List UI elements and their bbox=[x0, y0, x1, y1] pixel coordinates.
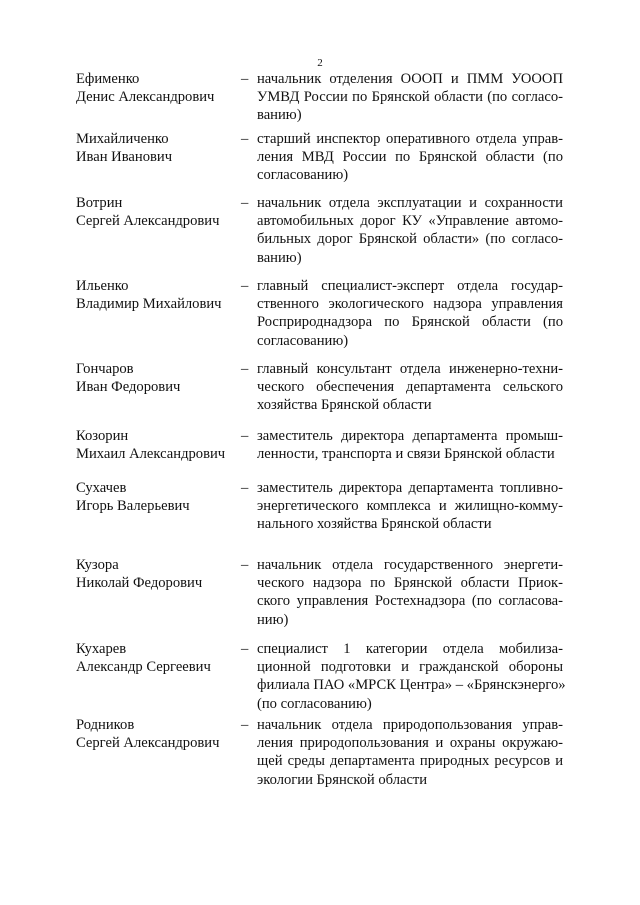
position-line: начальник отдела государственного энергети- bbox=[257, 557, 563, 573]
dash-separator: – bbox=[241, 195, 249, 211]
position-line: ческого обеспечения департамента сельского bbox=[257, 379, 563, 396]
member-surname: Кузора bbox=[76, 557, 119, 573]
position-line: экологии Брянской области bbox=[257, 771, 428, 788]
member-name bbox=[76, 640, 241, 676]
position-line: заместитель директора департамента промыш- bbox=[257, 428, 563, 444]
member-position bbox=[257, 194, 563, 267]
dash-separator: – bbox=[241, 557, 249, 573]
member-given-names: Владимир Михайлович bbox=[76, 296, 222, 313]
position-line: УМВД России по Брянской области (по согласо- bbox=[257, 89, 563, 106]
member-position bbox=[257, 479, 563, 534]
position-line: энергетического комплекса и жилищно-комму- bbox=[257, 498, 563, 515]
position-line: (по согласованию) bbox=[257, 695, 372, 712]
position-line: ления МВД России по Брянской области (по bbox=[257, 149, 563, 166]
member-name bbox=[76, 360, 241, 396]
member-surname: Гончаров bbox=[76, 361, 134, 377]
position-line: Росприроднадзора по Брянской области (по bbox=[257, 314, 563, 331]
position-line: главный специалист-эксперт отдела государ- bbox=[257, 278, 563, 294]
dash-separator: – bbox=[241, 717, 249, 733]
position-line: старший инспектор оперативного отдела управ- bbox=[257, 131, 563, 147]
member-position bbox=[257, 130, 563, 185]
position-line: автомобильных дорог КУ «Управление автомо- bbox=[257, 213, 563, 230]
member-name bbox=[76, 427, 241, 463]
member-name bbox=[76, 130, 241, 166]
dash-separator: – bbox=[241, 641, 249, 657]
position-line: специалист 1 категории отдела мобилиза- bbox=[257, 641, 563, 657]
member-name bbox=[76, 479, 241, 515]
member-name bbox=[76, 194, 241, 230]
dash-separator: – bbox=[241, 131, 249, 147]
member-position bbox=[257, 427, 563, 463]
member-position bbox=[257, 556, 563, 629]
member-position bbox=[257, 640, 566, 713]
position-line: ванию) bbox=[257, 249, 302, 266]
member-surname: Михайличенко bbox=[76, 131, 169, 147]
member-name bbox=[76, 277, 241, 313]
position-line: ционной подготовки и гражданской обороны bbox=[257, 659, 563, 676]
position-line: ванию) bbox=[257, 107, 302, 124]
position-line: главный консультант отдела инженерно-техни- bbox=[257, 361, 563, 377]
dash-separator: – bbox=[241, 71, 249, 87]
position-line: ственного экологического надзора управления bbox=[257, 296, 563, 313]
member-given-names: Сергей Александрович bbox=[76, 735, 220, 752]
member-surname: Ильенко bbox=[76, 278, 129, 294]
member-surname: Вотрин bbox=[76, 195, 123, 211]
member-name bbox=[76, 70, 241, 106]
position-line: заместитель директора департамента топливно- bbox=[257, 480, 563, 496]
position-line: нию) bbox=[257, 611, 289, 628]
member-position bbox=[257, 360, 563, 415]
position-line: ческого надзора по Брянской области Приок- bbox=[257, 575, 563, 592]
member-given-names: Денис Александрович bbox=[76, 89, 215, 106]
position-line: ления природопользования и охраны окружаю- bbox=[257, 735, 563, 752]
position-line: согласованию) bbox=[257, 167, 349, 184]
position-line: филиала ПАО «МРСК Центра» – «Брянскэнерго» bbox=[257, 677, 566, 694]
member-surname: Козорин bbox=[76, 428, 129, 444]
position-line: начальник отдела природопользования управ- bbox=[257, 717, 563, 733]
member-surname: Родников bbox=[76, 717, 135, 733]
member-position bbox=[257, 277, 563, 350]
position-line: начальник отдела эксплуатации и сохранности bbox=[257, 195, 563, 211]
dash-separator: – bbox=[241, 361, 249, 377]
position-line: начальник отделения ОООП и ПММ УОООП bbox=[257, 71, 563, 87]
position-line: нального хозяйства Брянской области bbox=[257, 516, 492, 533]
dash-separator: – bbox=[241, 278, 249, 294]
member-position bbox=[257, 70, 563, 125]
member-surname: Сухачев bbox=[76, 480, 127, 496]
position-line: ского управления Ростехнадзора (по согласова- bbox=[257, 593, 563, 610]
member-given-names: Иван Федорович bbox=[76, 379, 181, 396]
member-given-names: Игорь Валерьевич bbox=[76, 498, 190, 515]
position-line: хозяйства Брянской области bbox=[257, 397, 432, 414]
member-given-names: Николай Федорович bbox=[76, 575, 203, 592]
position-line: щей среды департамента природных ресурсов и bbox=[257, 753, 563, 770]
position-line: согласованию) bbox=[257, 332, 349, 349]
dash-separator: – bbox=[241, 428, 249, 444]
dash-separator: – bbox=[241, 480, 249, 496]
member-position bbox=[257, 716, 563, 789]
member-given-names: Михаил Александрович bbox=[76, 446, 226, 463]
page-number: 2 bbox=[317, 57, 323, 69]
position-line: ленности, транспорта и связи Брянской области bbox=[257, 446, 555, 463]
member-given-names: Иван Иванович bbox=[76, 149, 173, 166]
position-line: бильных дорог Брянской области» (по согласо- bbox=[257, 231, 563, 248]
member-surname: Кухарев bbox=[76, 641, 127, 657]
member-name bbox=[76, 716, 241, 752]
member-given-names: Сергей Александрович bbox=[76, 213, 220, 230]
member-given-names: Александр Сергеевич bbox=[76, 659, 211, 676]
member-surname: Ефименко bbox=[76, 71, 140, 87]
member-name bbox=[76, 556, 241, 592]
